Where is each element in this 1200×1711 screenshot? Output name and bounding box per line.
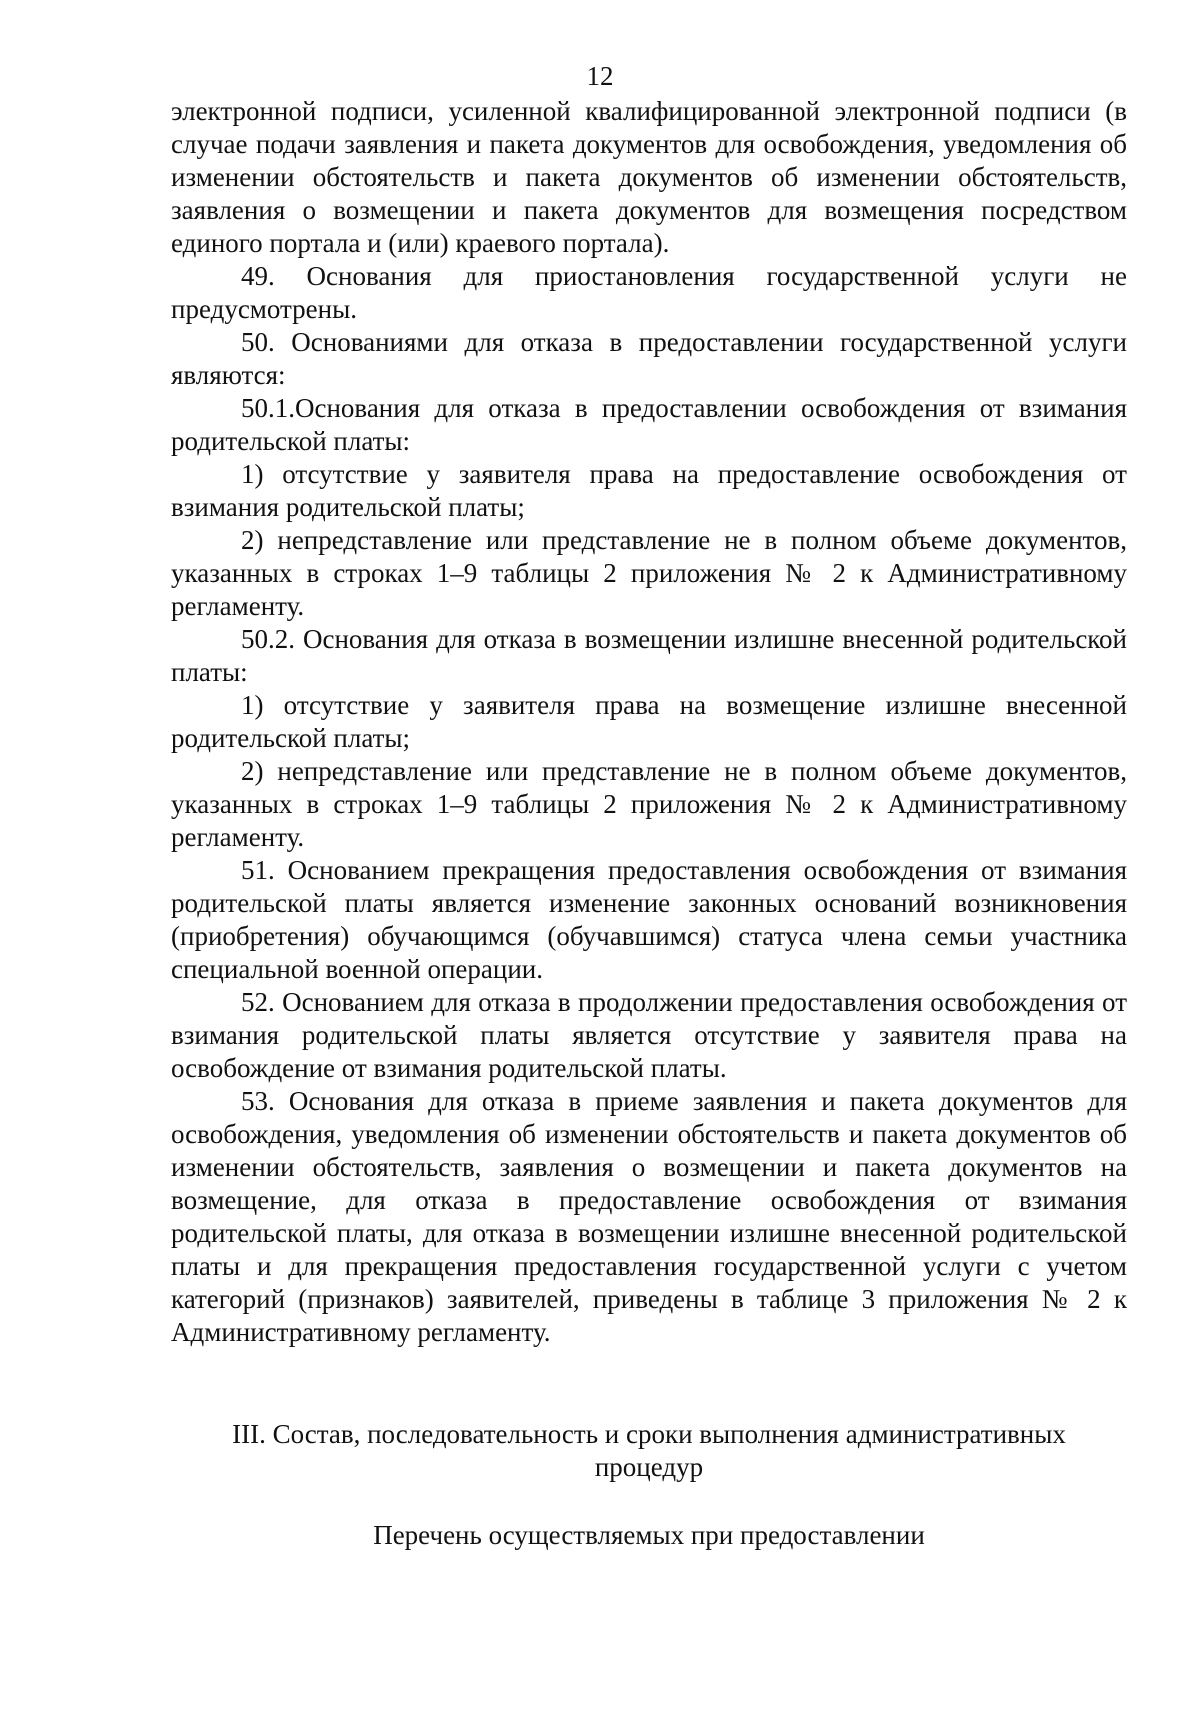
paragraph-52: 52. Основанием для отказа в продолжении предоставления освобождения от взимания родительской платы является отсутствие у заявителя права на освобождение от взимания родительской платы. <box>171 987 1127 1083</box>
section-heading-line-2: процедур <box>594 1452 704 1482</box>
section-heading-line-1: III. Состав, последовательность и сроки выполнения административных <box>232 1419 1066 1449</box>
page-number: 12 <box>586 61 614 91</box>
paragraph-49: 49. Основания для приостановления государственной услуги не предусмотрены. <box>171 261 1127 324</box>
paragraph-50-1-item-2: 2) непредставление или представление не в полном объеме документов, указанных в строках 1–9 таблицы 2 приложения № 2 к Административному регламенту. <box>171 525 1127 621</box>
paragraph-50-2-item-2: 2) непредставление или представление не в полном объеме документов, указанных в строках 1–9 таблицы 2 приложения № 2 к Административному регламенту. <box>171 756 1127 852</box>
paragraph-53: 53. Основания для отказа в приеме заявления и пакета документов для освобождения, уведомления об изменении обстоятельств и пакета документов об изменении обстоятельств, заявления о возмещении и пакета документов на возмещение, для отказа в предоставление освобождения от взимания родительской платы, для отказа в возмещении излишне внесенной родительской платы и для прекращения предоставления государственной услуги с учетом категорий (признаков) заявителей, приведены в таблице 3 приложения № 2 к Административному регламенту. <box>171 1086 1127 1347</box>
paragraph-50-2: 50.2. Основания для отказа в возмещении излишне внесенной родительской платы: <box>171 624 1127 687</box>
paragraph-50-1: 50.1.Основания для отказа в предоставлении освобождения от взимания родительской платы: <box>171 393 1127 456</box>
paragraph-50-1-item-1: 1) отсутствие у заявителя права на предоставление освобождения от взимания родительской платы; <box>171 459 1127 522</box>
document-body <box>171 95 1127 1349</box>
paragraph-intro: электронной подписи, усиленной квалифицированной электронной подписи (в случае подачи заявления и пакета документов для освобождения, уведомления об изменении обстоятельств и пакета документов об изменении обстоятельств, заявления о возмещении и пакета документов для возмещения посредством единого портала и (или) краевого портала). <box>171 96 1127 258</box>
subsection-heading <box>171 1519 1127 1552</box>
paragraph-51: 51. Основанием прекращения предоставления освобождения от взимания родительской платы является изменение законных оснований возникновения (приобретения) обучающимся (обучавшимся) статуса члена семьи участника специальной военной операции. <box>171 855 1127 984</box>
subsection-heading-text: Перечень осуществляемых при предоставлении <box>373 1520 925 1550</box>
section-heading <box>171 1418 1127 1484</box>
paragraph-50: 50. Основаниями для отказа в предоставлении государственной услуги являются: <box>171 327 1127 390</box>
paragraph-50-2-item-1: 1) отсутствие у заявителя права на возмещение излишне внесенной родительской платы; <box>171 690 1127 753</box>
